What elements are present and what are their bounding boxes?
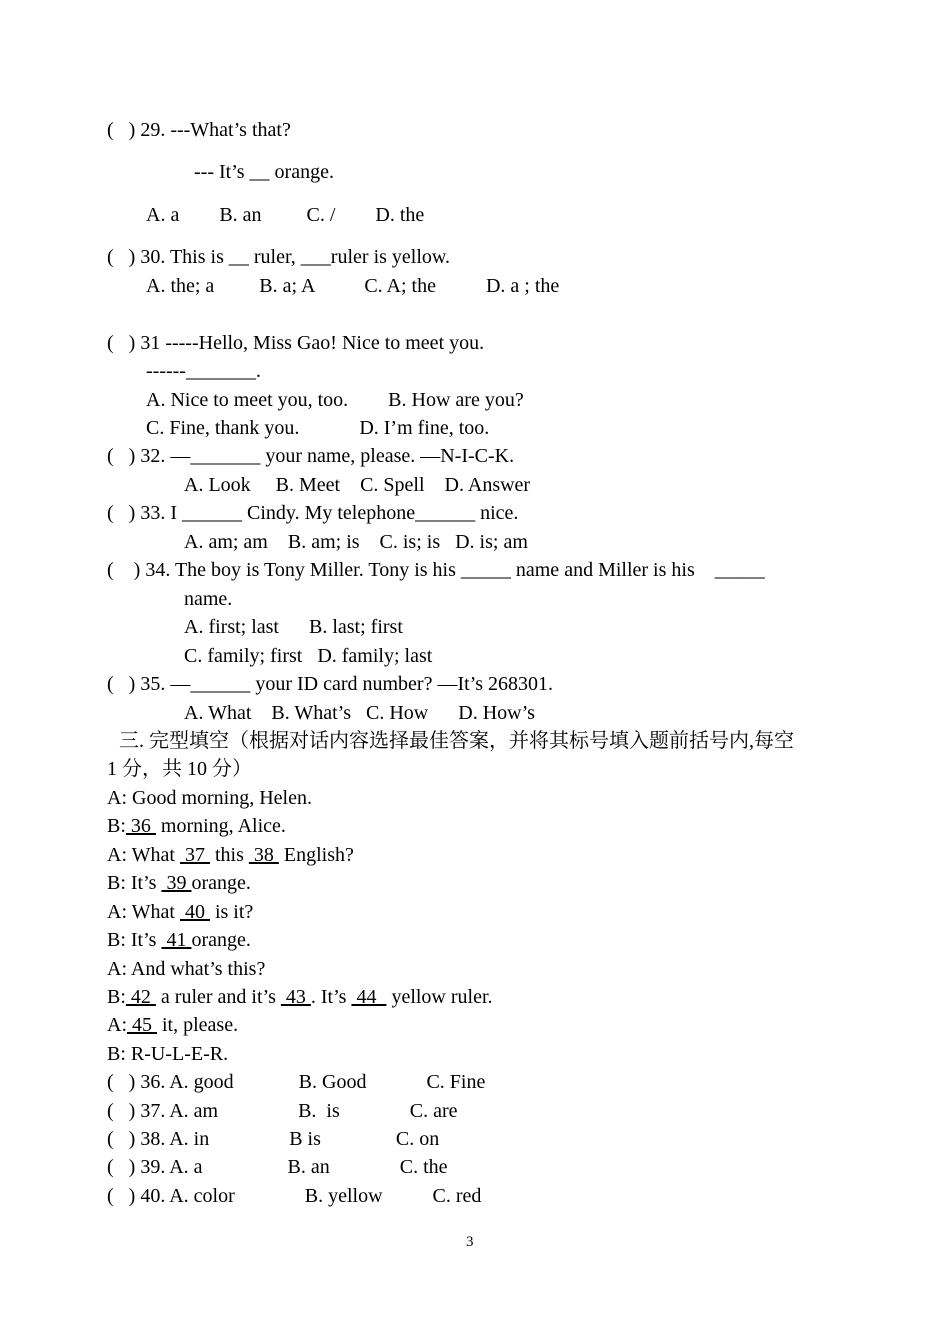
dialogue-line: A: What 40 is it? [107,901,254,923]
q34-stem-continued: name. [184,588,233,610]
blank-40: 40 [179,901,210,923]
blank-44: 44 [351,986,387,1008]
q33-options: A. am; am B. am; is C. is; is D. is; am [184,531,528,553]
q35-stem: ( ) 35. —______ your ID card number? —It’s 268301. [107,673,554,695]
blank-43: 43 [280,986,311,1008]
page-number: 3 [466,1234,474,1250]
dialogue-line: A: And what’s this? [107,958,266,980]
q33-stem: ( ) 33. I ______ Cindy. My telephone______ nice. [107,502,519,524]
q31-options-ab: A. Nice to meet you, too. B. How are you? [146,389,524,411]
dialogue-line: A: Good morning, Helen. [107,787,312,809]
q37-options: ( ) 37. A. am B. is C. are [107,1100,458,1122]
q40-options: ( ) 40. A. color B. yellow C. red [107,1185,482,1207]
q32-options: A. Look B. Meet C. Spell D. Answer [184,474,531,496]
dialogue-line: B: It’s 41 orange. [107,929,251,951]
q29-options: A. a B. an C. / D. the [146,204,425,226]
section-three-heading: 三. 完型填空（根据对话内容选择最佳答案，并将其标号填入题前括号内,每空 [119,730,794,752]
dialogue-line: B: It’s 39 orange. [107,872,251,894]
q39-options: ( ) 39. A. a B. an C. the [107,1156,448,1178]
q31-stem: ( ) 31 -----Hello, Miss Gao! Nice to meet you. [107,332,485,354]
q31-reply-blank: ------_______. [146,360,261,382]
dialogue-line: A: 45 it, please. [107,1014,239,1036]
blank-41: 41 [161,929,192,951]
q30-stem: ( ) 30. This is __ ruler, ___ruler is yellow. [107,246,451,268]
q35-options: A. What B. What’s C. How D. How’s [184,702,535,724]
dialogue-line: B: 36 morning, Alice. [107,815,286,837]
q34-options-cd: C. family; first D. family; last [184,645,433,667]
q34-stem: ( ) 34. The boy is Tony Miller. Tony is his _____ name and Miller is his _____ [107,559,765,581]
q30-options: A. the; a B. a; A C. A; the D. a ; the [146,275,560,297]
q32-stem: ( ) 32. —_______ your name, please. —N-I-C-K. [107,445,515,467]
q29-stem: ( ) 29. ---What’s that? [107,119,291,141]
dialogue-line: A: What 37 this 38 English? [107,844,354,866]
dialogue-line: B: 42 a ruler and it’s 43 . It’s 44 yellow ruler. [107,986,493,1008]
blank-39: 39 [161,872,192,894]
q36-options: ( ) 36. A. good B. Good C. Fine [107,1071,486,1093]
blank-45: 45 [127,1014,157,1036]
q34-options-ab: A. first; last B. last; first [184,616,403,638]
blank-38: 38 [248,844,279,866]
blank-37: 37 [179,844,210,866]
blank-36: 36 [125,815,156,837]
section-three-heading-continued: 1 分，共 10 分） [107,758,252,780]
q38-options: ( ) 38. A. in B is C. on [107,1128,440,1150]
q29-answer-line: --- It’s __ orange. [194,161,334,183]
blank-42: 42 [125,986,156,1008]
q31-options-cd: C. Fine, thank you. D. I’m fine, too. [146,417,490,439]
dialogue-line: B: R-U-L-E-R. [107,1043,229,1065]
